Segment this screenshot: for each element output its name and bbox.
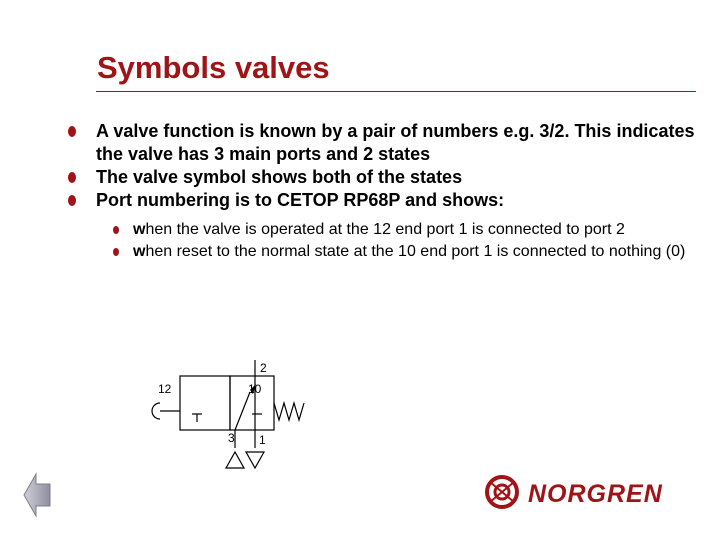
- bullet-item: [68, 189, 708, 212]
- sub-bullet-item: [113, 219, 708, 241]
- sub-bullet-item: [113, 241, 708, 263]
- port-2-label: 2: [260, 361, 267, 375]
- title-divider: [96, 91, 696, 92]
- sub-bullet-list: [113, 219, 708, 263]
- sub-bullet-dot: [113, 226, 119, 234]
- bullet-list: [68, 120, 708, 263]
- port-3-label: 3: [228, 431, 235, 445]
- slide-title: Symbols valves: [97, 50, 330, 85]
- port-10-label: 10: [248, 382, 262, 396]
- sub-bullet-text: hen reset to the normal state at the 10 end port 1 is connected to nothing (0): [145, 243, 686, 260]
- sub-bullet-text: hen the valve is operated at the 12 end port 1 is connected to port 2: [145, 221, 625, 238]
- bullet-dot: [68, 172, 76, 183]
- sub-bullet-lead: w: [133, 243, 146, 260]
- back-arrow-icon[interactable]: [22, 470, 52, 520]
- sub-bullet-lead: w: [133, 221, 146, 238]
- bullet-text: Port numbering is to CETOP RP68P and shows:: [96, 190, 505, 210]
- port-1-label: 1: [259, 433, 266, 447]
- bullet-text: A valve function is known by a pair of numbers e.g. 3/2. This indicates the valve has 3 main ports and 2 states: [96, 121, 695, 164]
- norgren-logo: [484, 472, 698, 512]
- port-12-label: 12: [158, 382, 172, 396]
- bullet-dot: [68, 195, 76, 206]
- bullet-item: [68, 120, 708, 166]
- bullet-item: [68, 166, 708, 189]
- valve-symbol-diagram: [140, 356, 330, 476]
- bullet-dot: [68, 126, 76, 137]
- sub-bullet-dot: [113, 248, 119, 256]
- bullet-text: The valve symbol shows both of the states: [96, 167, 463, 187]
- logo-wordmark: NORGREN: [528, 480, 663, 508]
